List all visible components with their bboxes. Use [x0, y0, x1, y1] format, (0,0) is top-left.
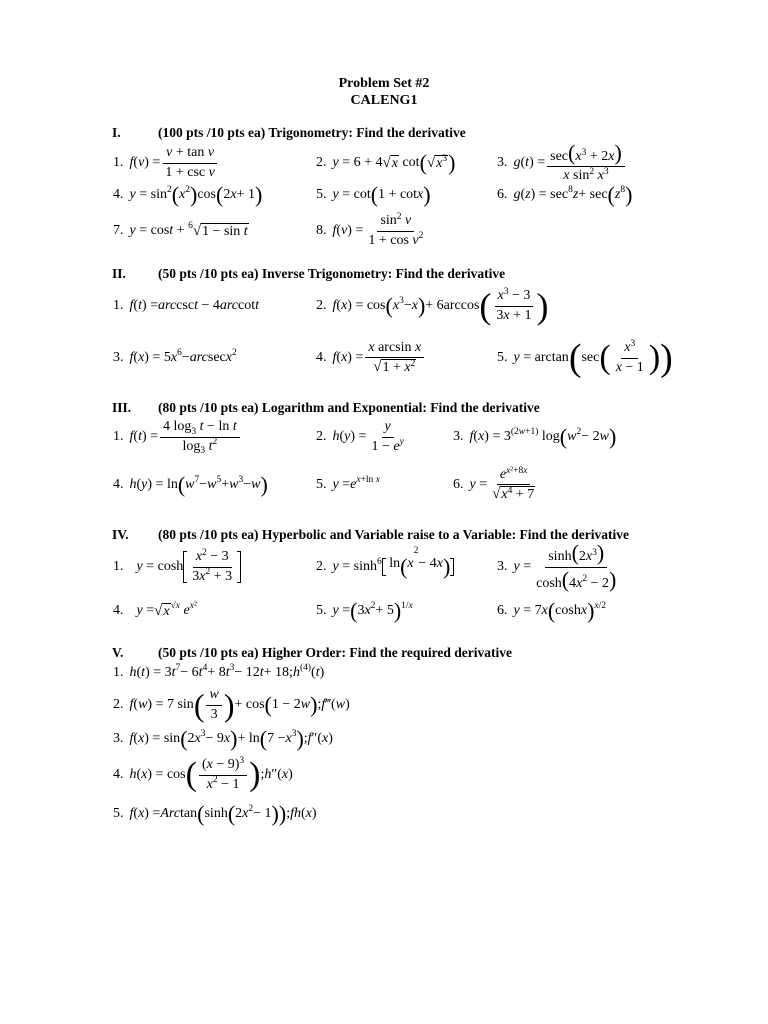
problem-item: 6. y = 7 x ( cosh x ) $^{x /2}$ — [497, 598, 606, 623]
problem-item: 5. y = e $^{x +ln x}$ — [316, 474, 380, 492]
problem-item: 5. f ( x ) = Arc tan ( sinh ( 2 x $^2$ − 1 ) ) ; fh ( x ) — [113, 801, 317, 826]
problem-item: 8. f ( v ) = $\sin^2 v$ $1 + \cos v^2$ — [316, 212, 424, 248]
problem-row — [0, 333, 768, 383]
section-heading-4: IV. (80 pts /10 pts ea) Hyperbolic and Variable raise to a Variable: Find the derivative — [112, 527, 629, 542]
problem-item: 5. y = ( 3 x $^2$ + 5 ) $^{1/x}$ — [316, 598, 413, 623]
problem-row — [0, 726, 768, 752]
problem-item: 2. f ( w ) = 7 sin ( w 3 ) + cos ( 1 − 2 w ) ; f ‴( w ) — [113, 687, 350, 723]
problem-item: 3. f ( x ) = 5 x $^6$ − arc sec x $^2$ — [113, 347, 237, 365]
problem-item: 5. y = cot ( 1 + cot x ) — [316, 182, 431, 207]
problem-row — [0, 592, 768, 630]
problem-row — [0, 540, 768, 592]
problem-item: 6. y = $e^{x^2+8x}$ √ $x^4 + 7$ — [453, 465, 535, 502]
problem-item: 3. g ( t ) = $\sec(x^3 + 2x)$ x $\sin^2 x^3$ — [497, 138, 627, 188]
page-title: Problem Set #2 — [338, 76, 430, 91]
problem-row — [0, 800, 768, 828]
problem-item: 1. h ( t ) = 3 t $^7$ − 6 t $^4$ + 8 t $^3$ − 12 t + 18; h $^{(4)}$ ( t ) — [113, 662, 325, 680]
problem-row — [0, 208, 768, 254]
problem-item: 1. f ( t ) = 4 $\log_3 t - \ln t$ $\log_3 t^2$ — [113, 414, 242, 460]
problem-row — [0, 282, 768, 330]
problem-item: 3. f ( x ) = 3 $^{(2w +1)}$ log ( w $^2$ − 2 w ) — [453, 424, 617, 449]
problem-row — [0, 684, 768, 726]
problem-row — [0, 180, 768, 210]
problem-item: 3. f ( x ) = sin ( 2 x $^3$ − 9 x ) + ln ( 7 − x $^3$ ) ; f ″( x ) — [113, 726, 333, 751]
problem-item: 1. y = cosh $x^2 - 3$ $3x^2 + 3$ — [113, 543, 241, 591]
problem-row — [0, 460, 768, 510]
section-heading-2: II. (50 pts /10 pts ea) Inverse Trigonometry: Find the derivative — [112, 266, 506, 281]
problem-item: 1. f ( v ) = v + tan v 1 + csc v — [113, 138, 220, 188]
problem-item: 4. f ( x ) = x arcsin x √ $1 + x^2$ — [316, 333, 426, 383]
problem-item: 2. h ( y ) = y $1 - e^y$ — [316, 419, 404, 454]
course-code: CALENG1 — [350, 93, 418, 108]
problem-item: 2. y = 6 + 4 √ x cot ( √ $x^3$ ) — [316, 150, 456, 175]
problem-row — [0, 660, 768, 686]
problem-item: 4. h ( y ) = ln ( w $^7$ − w $^5$ + w $^3$ − w ) — [113, 472, 268, 497]
problem-item: 4. y = sin $^2$ ( x $^2$ ) cos ( 2 x + 1 ) — [113, 182, 263, 207]
problem-row — [0, 414, 768, 460]
section-heading-3: III. (80 pts /10 pts ea) Logarithm and Exponential: Find the derivative — [112, 400, 540, 415]
problem-item: 4. y = √ x $^{√x}$ e $^{x ^2}$ — [113, 600, 197, 619]
problem-item: 7. y = cos t + $^6$ √ 1 − sin t — [113, 220, 248, 239]
problem-item: 3. y = $\sinh(2x^3)$ $\cosh(4x^2 - 2)$ — [497, 540, 617, 592]
problem-item: 2. f ( x ) = cos ( x $^3$ − x ) + 6arccos ( $x^3 - 3$ 3x + 1 ) — [316, 286, 549, 326]
problem-item: 1. f ( t ) = arc csc t − 4 arc cot t — [113, 298, 260, 313]
problem-item: 5. y = arctan ( sec ( $x^3$ x − 1 ) ) — [497, 337, 673, 379]
section-heading-5: V. (50 pts /10 pts ea) Higher Order: Find the required derivative — [112, 645, 512, 660]
section-heading-1: I. (100 pts /10 pts ea) Trigonometry: Find the derivative — [112, 125, 466, 140]
problem-item: 2. y = sinh $^6$ ln ( x $^2$ − 4 x ) — [316, 543, 454, 591]
problem-row — [0, 752, 768, 798]
problem-item: 6. g ( z ) = sec $^8$ z + sec ( z $^8$ ) — [497, 182, 633, 207]
problem-item: 4. h ( x ) = cos ( $(x - 9)^3$ $x^2 - 1$ ) ; h ″( x ) — [113, 756, 293, 793]
